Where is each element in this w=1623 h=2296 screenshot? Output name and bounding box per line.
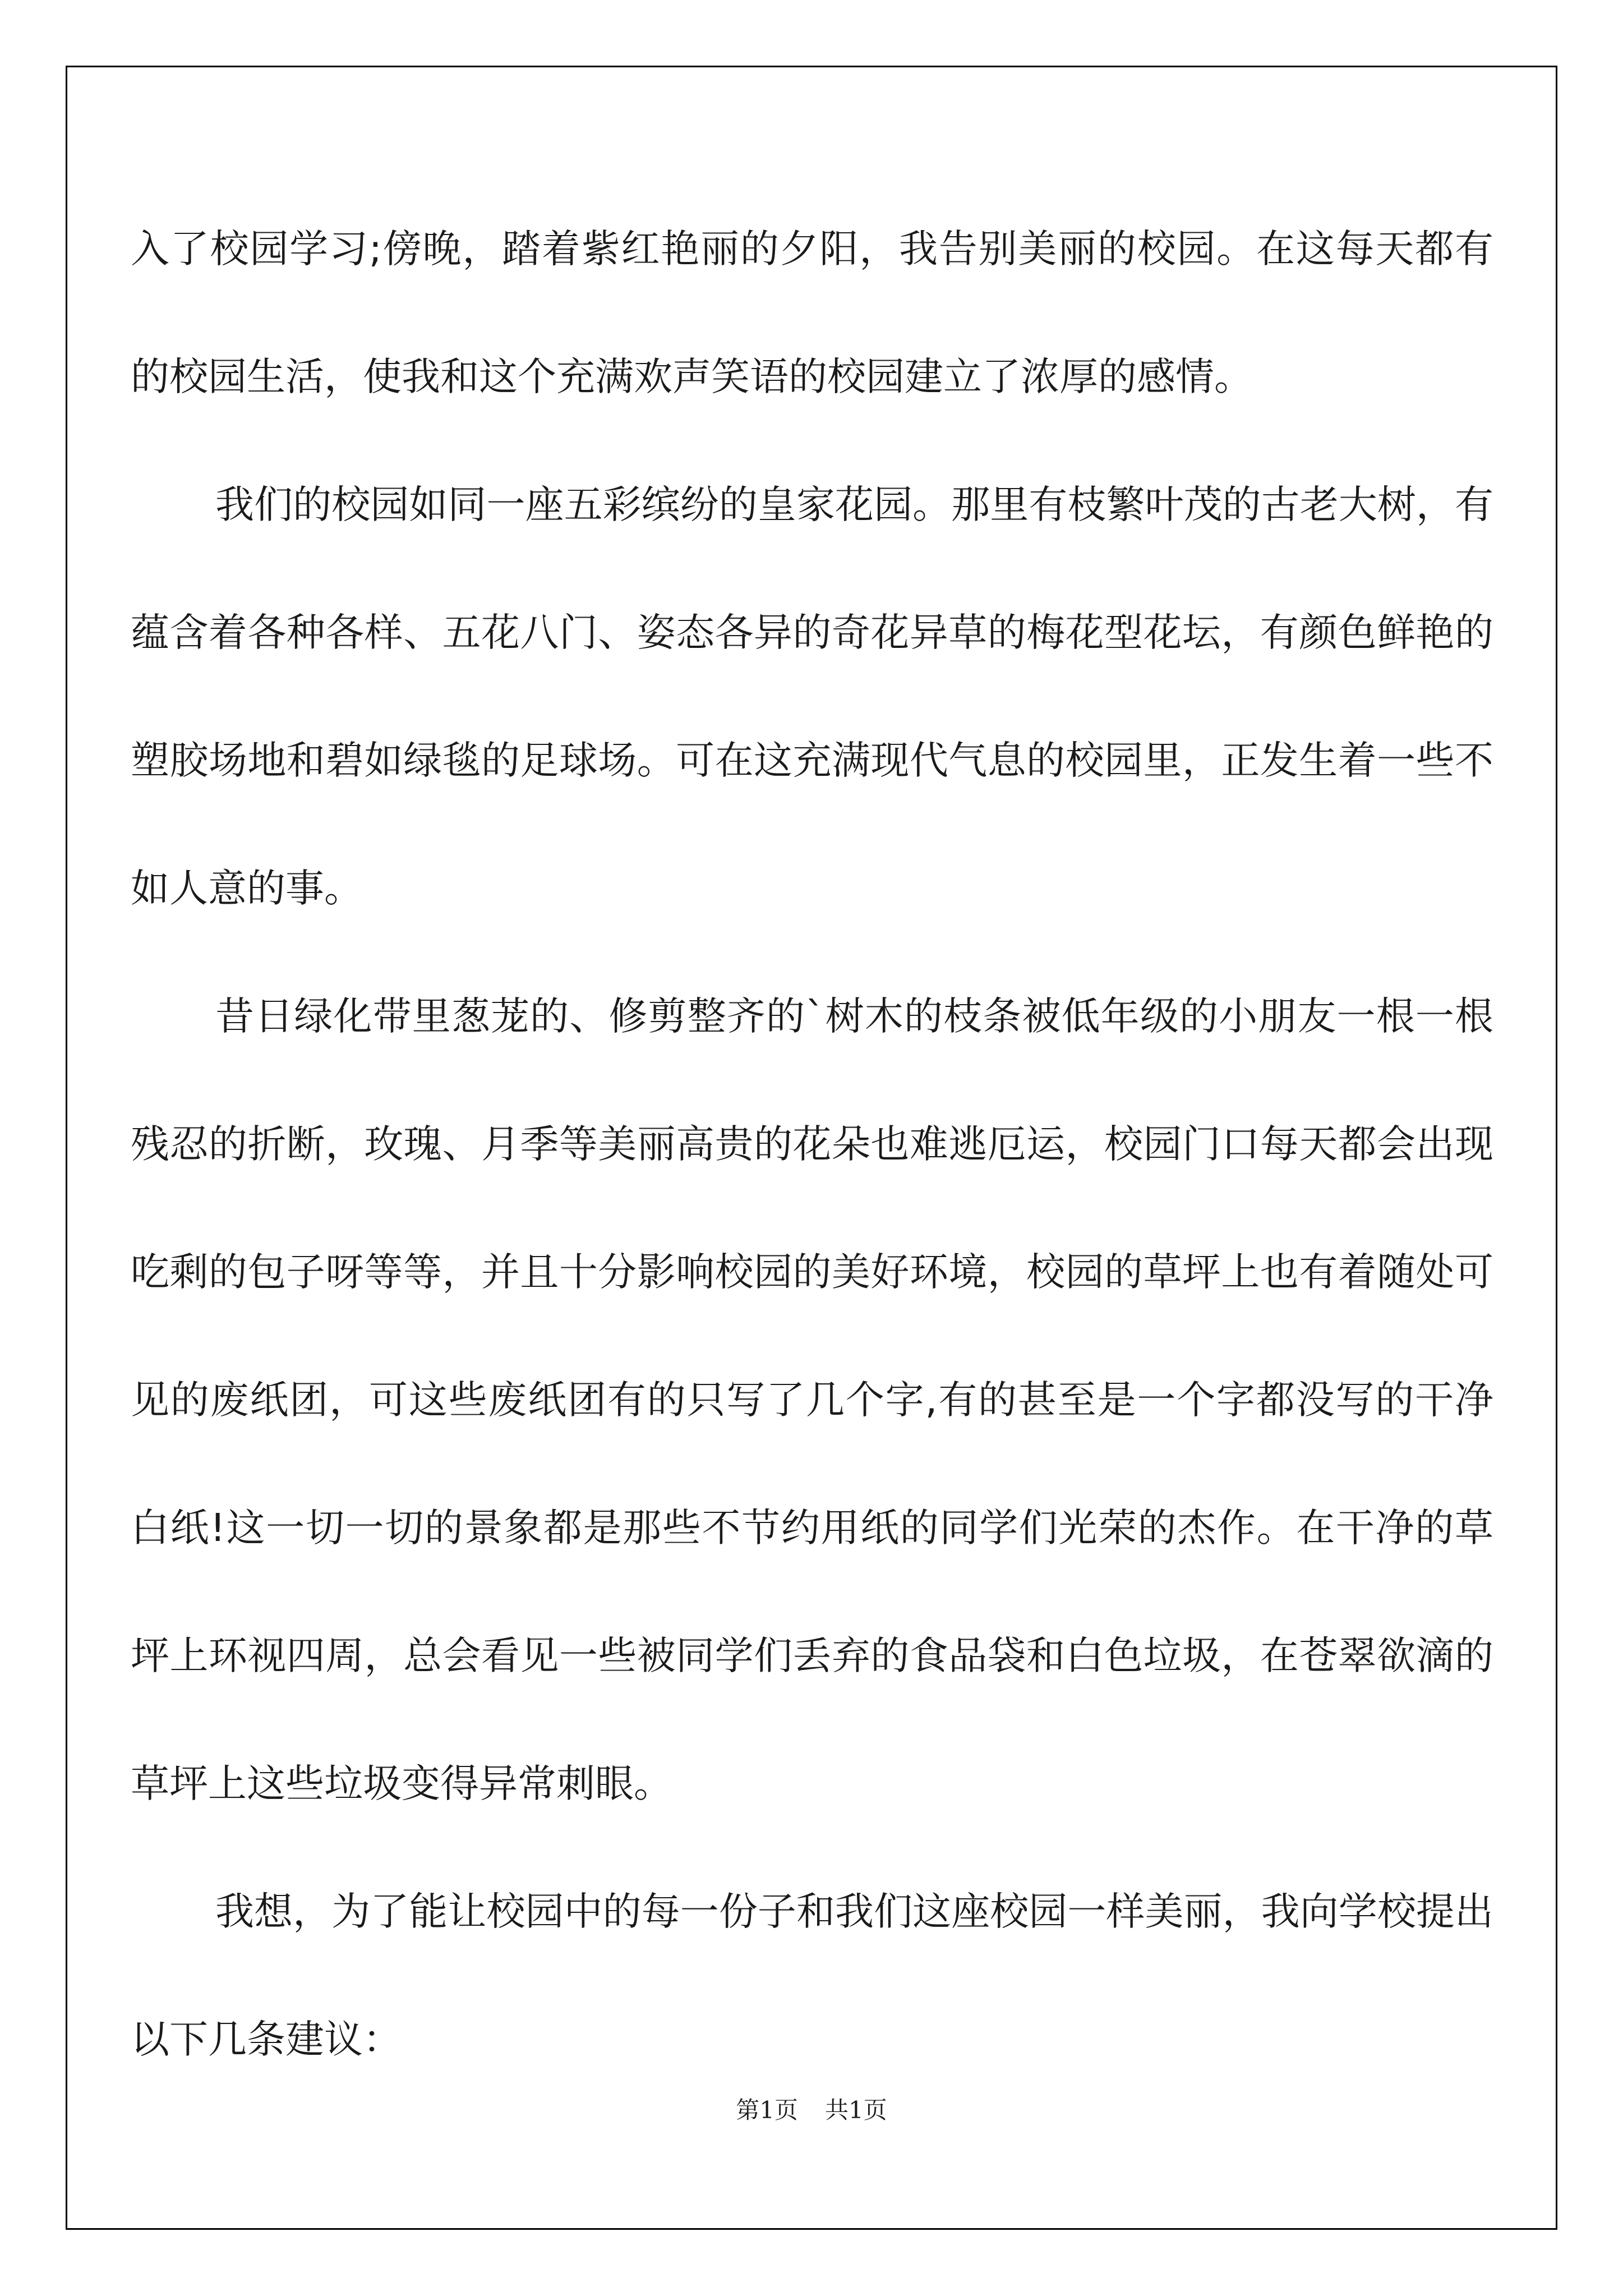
paragraph-3: 昔日绿化带里葱茏的、修剪整齐的`树木的枝条被低年级的小朋友一根一根残忍的折断，玫瑰、月季等美丽高贵的花朵也难逃厄运，校园门口每天都会出现吃剩的包子呀等等，并且十分影响校园的美好环境，校园的草坪上也有着随处可见的废纸团，可这些废纸团有的只写了几个字,有的甚至是一个字都没写的干净白纸!这一切一切的景象都是那些不节约用纸的同学们光荣的杰作。在干净的草坪上环视四周，总会看见一些被同学们丢弃的食品袋和白色垃圾，在苍翠欲滴的草坪上这些垃圾变得异常刺眼。	[131, 994, 1493, 1806]
page-footer	[0, 2093, 1623, 2127]
page-number-current: 第1页	[736, 2096, 798, 2124]
document-body	[131, 185, 1493, 2104]
paragraph-2: 我们的校园如同一座五彩缤纷的皇家花园。那里有枝繁叶茂的古老大树，有蕴含着各种各样、五花八门、姿态各异的奇花异草的梅花型花坛，有颜色鲜艳的塑胶场地和碧如绿毯的足球场。可在这充满现代气息的校园里，正发生着一些不如人意的事。	[131, 482, 1493, 911]
page-number-total: 共1页	[825, 2096, 887, 2124]
paragraph-1: 入了校园学习;傍晚，踏着紫红艳丽的夕阳，我告别美丽的校园。在这每天都有的校园生活，使我和这个充满欢声笑语的校园建立了浓厚的感情。	[131, 227, 1493, 399]
paragraph-4: 我想，为了能让校园中的每一份子和我们这座校园一样美丽，我向学校提出以下几条建议：	[131, 1889, 1493, 2062]
